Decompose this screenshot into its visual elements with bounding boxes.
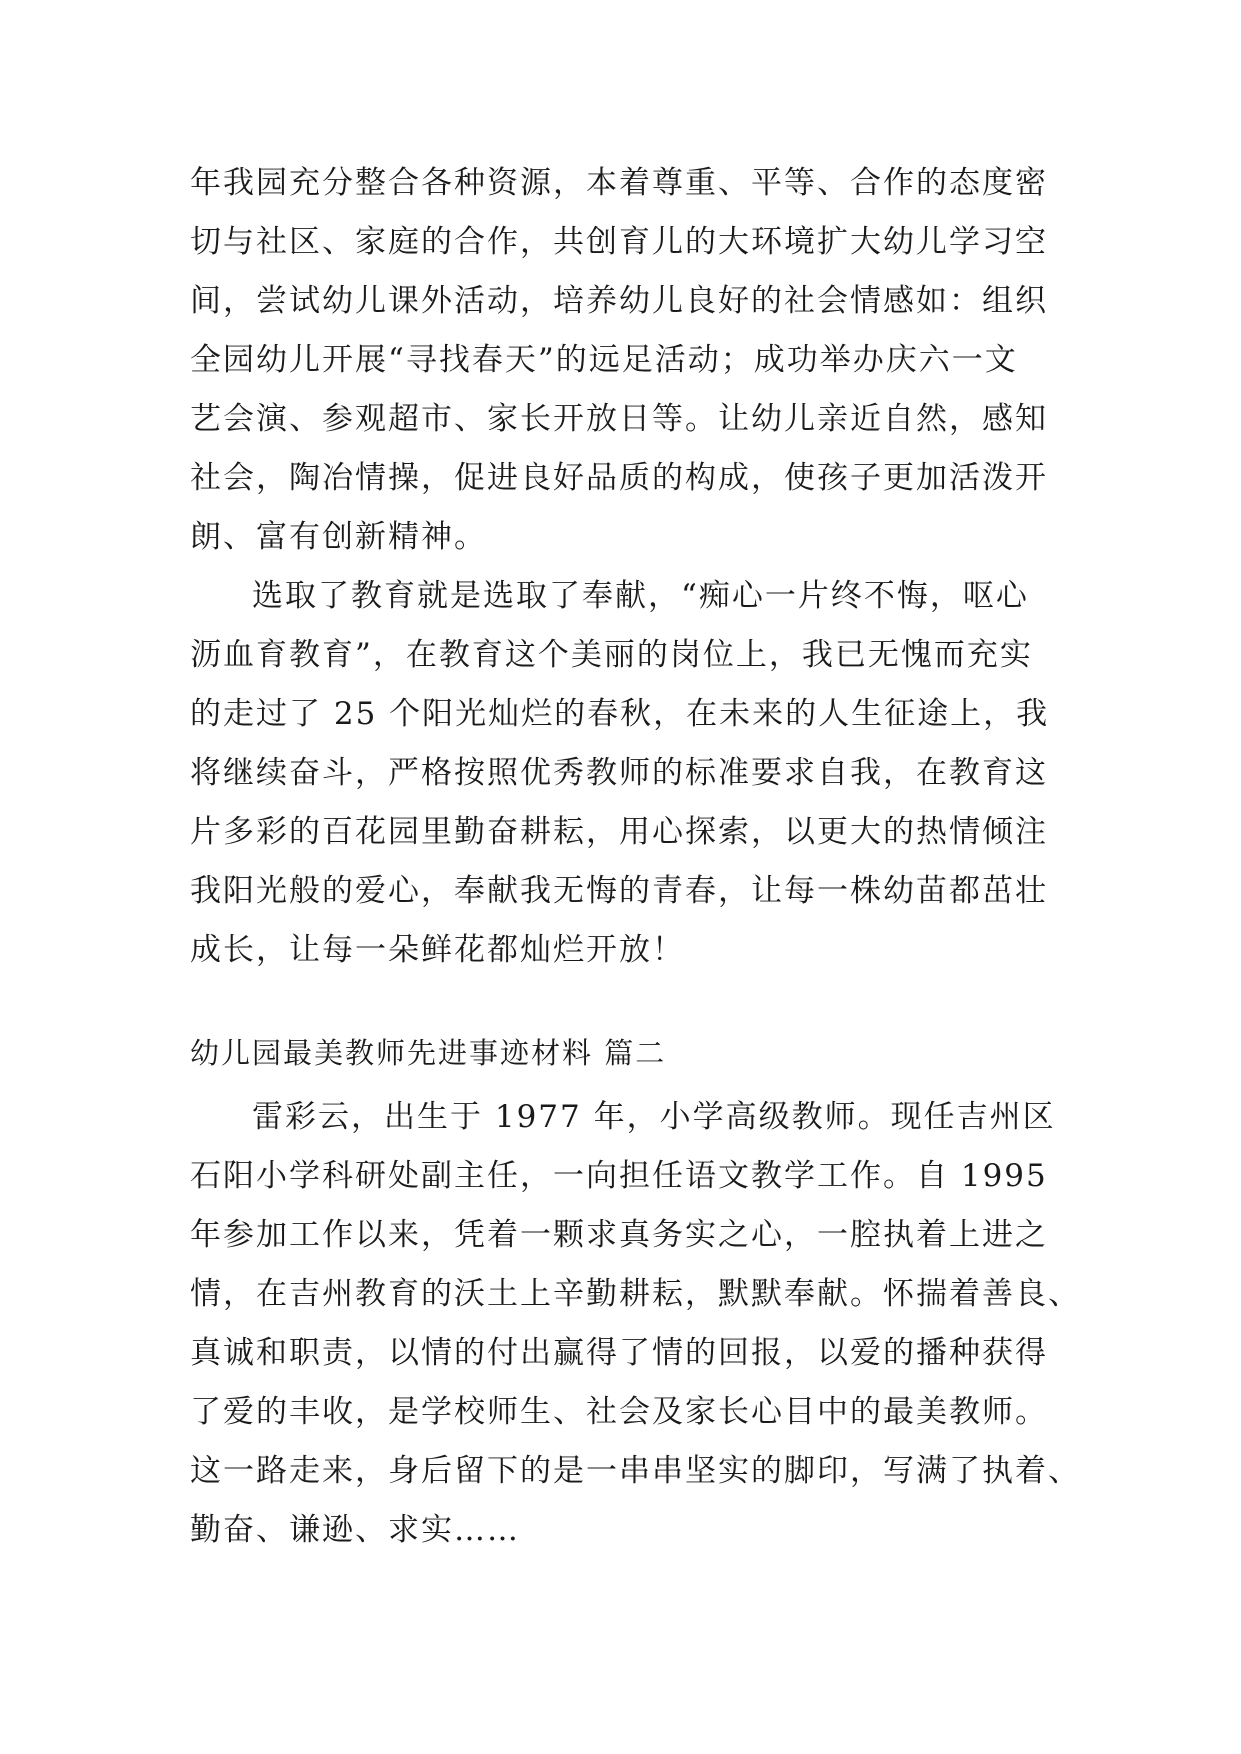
text-line: 沥血育教育”，在教育这个美丽的岗位上，我已无愧而充实 xyxy=(190,637,1033,673)
text-line: 全园幼儿开展“寻找春天”的远足活动；成功举办庆六一文 xyxy=(190,342,1018,378)
text-line: 真诚和职责，以情的付出赢得了情的回报，以爱的播种获得 xyxy=(190,1335,1048,1371)
text-line: 我阳光般的爱心，奉献我无悔的青春，让每一株幼苗都茁壮 xyxy=(190,873,1048,909)
text-line: 了爱的丰收，是学校师生、社会及家长心目中的最美教师。 xyxy=(190,1394,1048,1430)
text-line: 将继续奋斗，严格按照优秀教师的标准要求自我，在教育这 xyxy=(190,755,1048,791)
text-line: 这一路走来，身后留下的是一串串坚实的脚印，写满了执着、 xyxy=(190,1453,1081,1489)
text-line: 选取了教育就是选取了奉献，“痴心一片终不悔，呕心 xyxy=(252,578,1029,614)
text-line: 年我园充分整合各种资源，本着尊重、平等、合作的态度密 xyxy=(190,165,1048,201)
text-line: 情，在吉州教育的沃土上辛勤耕耘，默默奉献。怀揣着善良、 xyxy=(190,1276,1081,1312)
text-line: 间，尝试幼儿课外活动，培养幼儿良好的社会情感如：组织 xyxy=(190,283,1048,319)
section-heading: 幼儿园最美教师先进事迹材料 篇二 xyxy=(190,1036,667,1070)
text-line: 年参加工作以来，凭着一颗求真务实之心，一腔执着上进之 xyxy=(190,1217,1048,1253)
text-line: 雷彩云，出生于 1977 年，小学高级教师。现任吉州区 xyxy=(252,1099,1056,1135)
text-line: 社会，陶冶情操，促进良好品质的构成，使孩子更加活泼开 xyxy=(190,460,1048,496)
text-line: 切与社区、家庭的合作，共创育儿的大环境扩大幼儿学习空 xyxy=(190,224,1048,260)
text-line: 的走过了 25 个阳光灿烂的春秋，在未来的人生征途上，我 xyxy=(190,696,1050,732)
paragraph-profile xyxy=(190,1088,1081,1560)
text-line: 艺会演、参观超市、家长开放日等。让幼儿亲近自然，感知 xyxy=(190,401,1048,437)
text-line: 石阳小学科研处副主任，一向担任语文教学工作。自 1995 xyxy=(190,1158,1048,1194)
paragraph-dedication xyxy=(190,567,1070,980)
text-line: 勤奋、谦逊、求实…… xyxy=(190,1512,520,1548)
text-line: 朗、富有创新精神。 xyxy=(190,519,487,555)
text-line: 成长，让每一朵鲜花都灿烂开放！ xyxy=(190,932,685,968)
text-line: 片多彩的百花园里勤奋耕耘，用心探索，以更大的热情倾注 xyxy=(190,814,1048,850)
paragraph-continued xyxy=(190,154,1070,567)
